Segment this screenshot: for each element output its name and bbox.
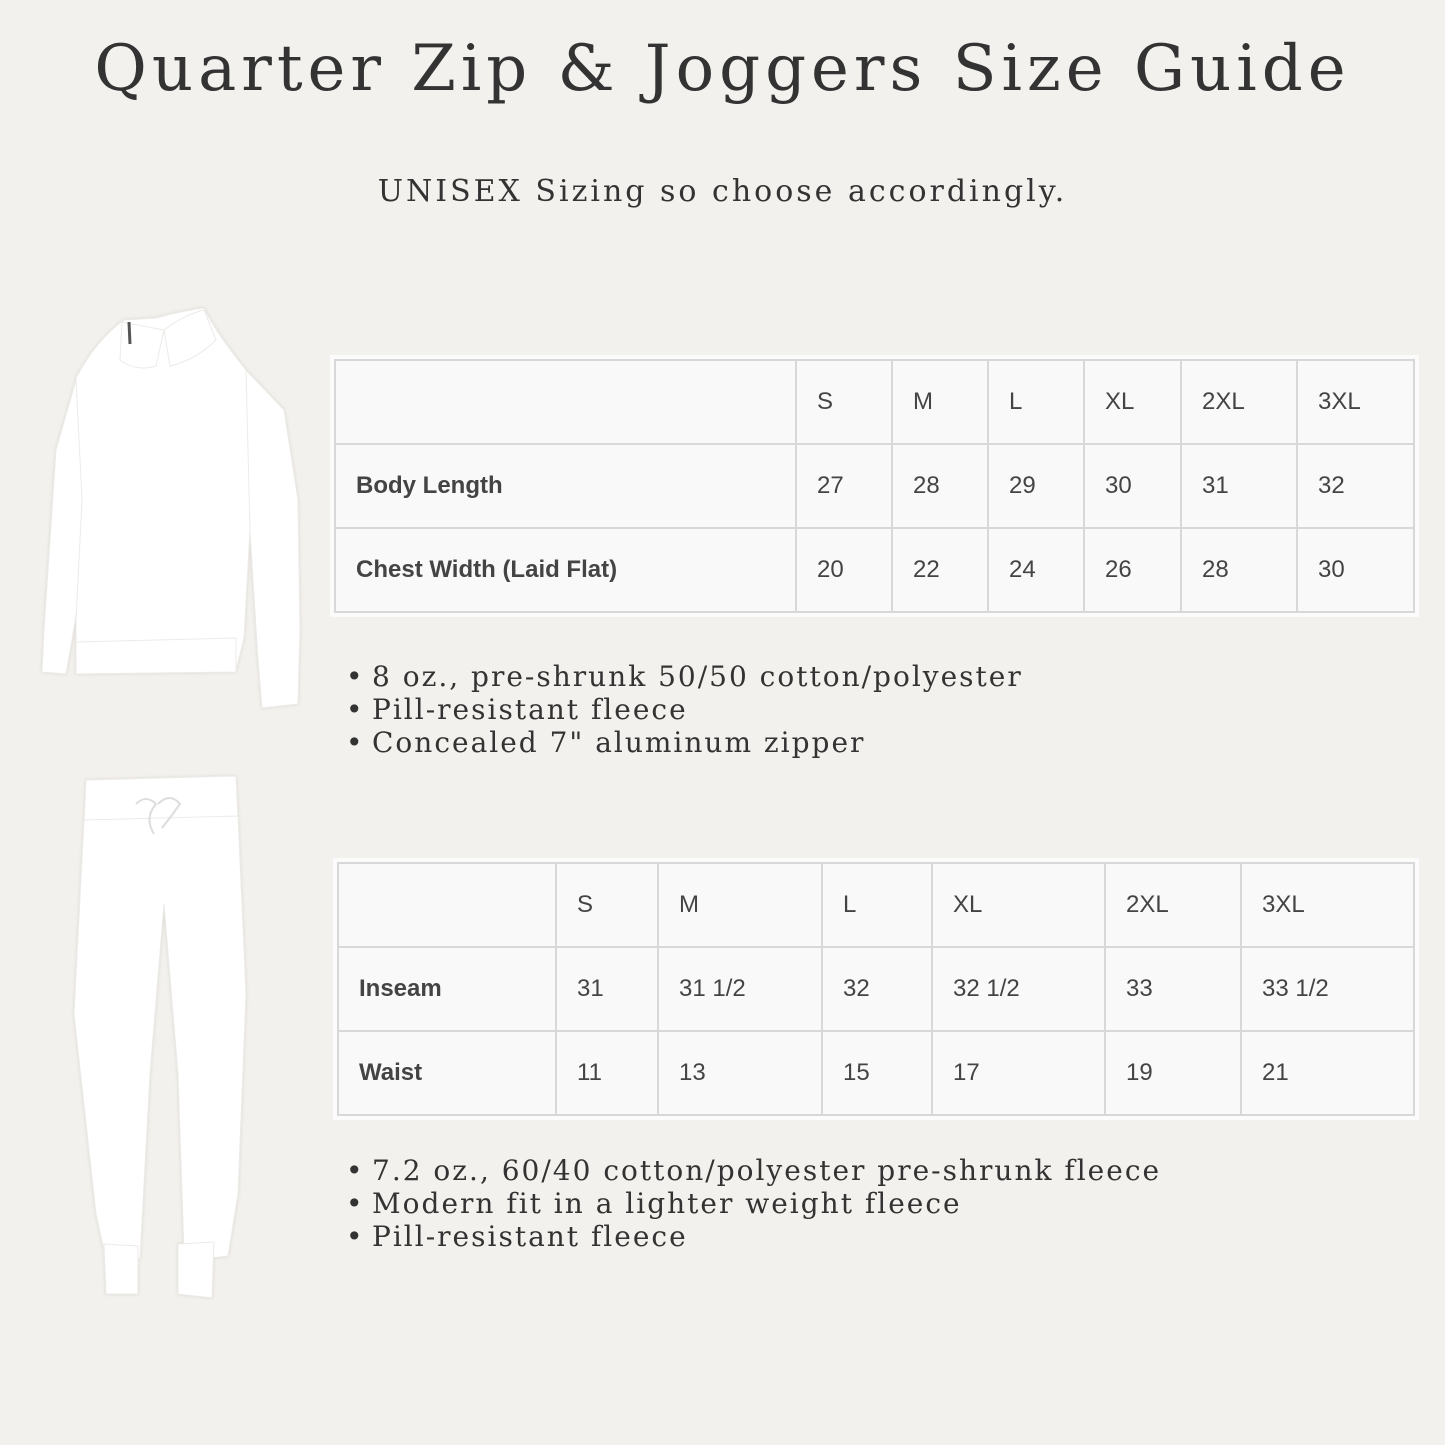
bullet-icon: • (346, 726, 365, 759)
table-header-cell: XL (932, 863, 1105, 947)
table-row (338, 1031, 1414, 1115)
table-cell: 17 (932, 1031, 1105, 1115)
table-header-cell (338, 863, 556, 947)
row-label: Body Length (335, 444, 796, 528)
row-label: Chest Width (Laid Flat) (335, 528, 796, 612)
table-cell: 28 (892, 444, 988, 528)
feature-text: Pill-resistant fleece (372, 693, 688, 726)
table-cell: 31 1/2 (658, 947, 822, 1031)
list-item (346, 660, 1023, 693)
table-cell: 22 (892, 528, 988, 612)
quarter-zip-feature-list (346, 660, 1023, 759)
table-row (335, 444, 1414, 528)
bullet-icon: • (346, 1220, 365, 1253)
feature-text: Concealed 7" aluminum zipper (372, 726, 866, 759)
table-cell: 31 (556, 947, 658, 1031)
table-header-cell: M (658, 863, 822, 947)
feature-text: Modern fit in a lighter weight fleece (372, 1187, 962, 1220)
bullet-icon: • (346, 693, 365, 726)
table-cell: 24 (988, 528, 1084, 612)
jogger-pants-icon (66, 774, 252, 1300)
feature-text: Pill-resistant fleece (372, 1220, 688, 1253)
bullet-icon: • (346, 1154, 365, 1187)
list-item (346, 1187, 1161, 1220)
table-row (335, 528, 1414, 612)
table-cell: 19 (1105, 1031, 1241, 1115)
table-cell: 30 (1297, 528, 1414, 612)
page-title: Quarter Zip & Joggers Size Guide (94, 32, 1351, 106)
table-header-cell: L (988, 360, 1084, 444)
bullet-icon: • (346, 1187, 365, 1220)
feature-text: 8 oz., pre-shrunk 50/50 cotton/polyester (372, 660, 1023, 693)
table-cell: 32 (1297, 444, 1414, 528)
list-item (346, 1154, 1161, 1187)
table-cell: 28 (1181, 528, 1297, 612)
table-header-row (338, 863, 1414, 947)
table-cell: 21 (1241, 1031, 1414, 1115)
bullet-icon: • (346, 660, 365, 693)
table-cell: 30 (1084, 444, 1181, 528)
joggers-feature-list (346, 1154, 1161, 1253)
table-cell: 26 (1084, 528, 1181, 612)
table-cell: 32 1/2 (932, 947, 1105, 1031)
page-subtitle: UNISEX Sizing so choose accordingly. (377, 174, 1068, 209)
table-header-cell: 3XL (1241, 863, 1414, 947)
table-header-row (335, 360, 1414, 444)
table-header-cell: S (556, 863, 658, 947)
list-item (346, 1220, 1161, 1253)
table-header-cell: M (892, 360, 988, 444)
table-cell: 13 (658, 1031, 822, 1115)
joggers-size-table (337, 862, 1415, 1116)
table-header-cell: 2XL (1105, 863, 1241, 947)
table-cell: 33 (1105, 947, 1241, 1031)
quarter-zip-sweatshirt-icon (36, 300, 306, 712)
table-header-cell: XL (1084, 360, 1181, 444)
quarter-zip-size-table (334, 359, 1415, 613)
row-label: Inseam (338, 947, 556, 1031)
table-cell: 32 (822, 947, 932, 1031)
table-header-cell: L (822, 863, 932, 947)
feature-text: 7.2 oz., 60/40 cotton/polyester pre-shrunk fleece (372, 1154, 1162, 1187)
table-header-cell (335, 360, 796, 444)
table-cell: 27 (796, 444, 892, 528)
table-cell: 15 (822, 1031, 932, 1115)
row-label: Waist (338, 1031, 556, 1115)
table-cell: 31 (1181, 444, 1297, 528)
list-item (346, 726, 1023, 759)
table-row (338, 947, 1414, 1031)
table-header-cell: S (796, 360, 892, 444)
table-cell: 20 (796, 528, 892, 612)
table-header-cell: 3XL (1297, 360, 1414, 444)
list-item (346, 693, 1023, 726)
table-cell: 29 (988, 444, 1084, 528)
table-header-cell: 2XL (1181, 360, 1297, 444)
table-cell: 33 1/2 (1241, 947, 1414, 1031)
table-cell: 11 (556, 1031, 658, 1115)
